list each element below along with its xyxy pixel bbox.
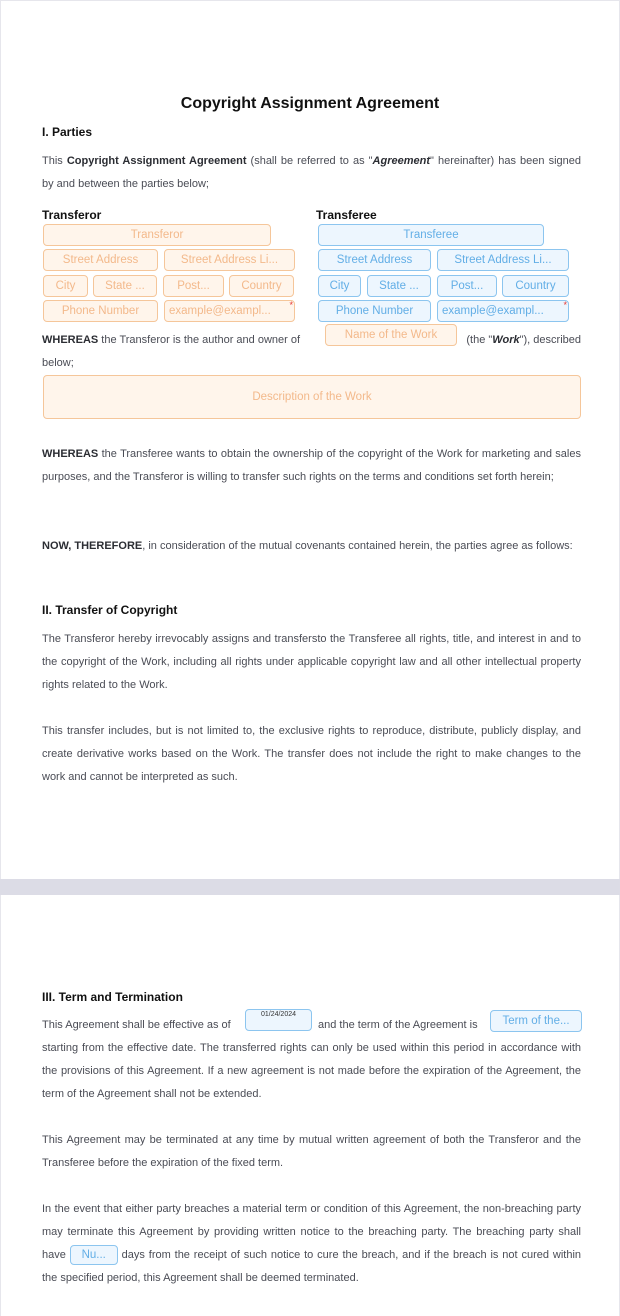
transferee-street2-field[interactable]: Street Address Li... (437, 249, 569, 271)
whereas2-bold: WHEREAS (42, 448, 99, 460)
section-heading-transfer: II. Transfer of Copyright (42, 603, 178, 617)
transferee-email-field[interactable] (437, 300, 569, 322)
termination-paragraph: This Agreement may be terminated at any time by mutual written agreement of both the Transferor and the Transferee before the expiration of the fixed term. (42, 1134, 581, 1169)
term-paragraph-rest: starting from the effective date. The transferred rights can only be used within this period in accordance with the provisions of this Agreement. If a new agreement is not made before the expiration of the Agreement, the term of the Agreement shall not be extended. (42, 1042, 581, 1100)
work-def-text: (the " (466, 334, 493, 346)
intro-bold: Copyright Assignment Agreement (66, 155, 247, 167)
transferor-label: Transferor (42, 208, 102, 222)
section-heading-parties: I. Parties (42, 125, 93, 139)
transferor-state-field[interactable]: State ... (93, 275, 157, 297)
whereas-owner-text (42, 329, 300, 352)
now-therefore-paragraph (42, 535, 581, 558)
term-length-field[interactable]: Term of the... (490, 1010, 582, 1032)
transferor-email-placeholder: example@exampl... (169, 305, 271, 317)
work-name-field[interactable]: Name of the Work (325, 324, 457, 346)
transferor-street-field[interactable]: Street Address (43, 249, 158, 271)
transferee-phone-field[interactable]: Phone Number (318, 300, 431, 322)
transferor-phone-field[interactable]: Phone Number (43, 300, 158, 322)
transferee-postal-field[interactable]: Post... (437, 275, 497, 297)
transferee-city-field[interactable]: City (318, 275, 361, 297)
work-description-field[interactable]: Description of the Work (43, 375, 581, 419)
effective-date-field[interactable]: 01/24/2024 (245, 1009, 312, 1031)
term-text-prefix: This Agreement shall be effective as of (42, 1019, 231, 1031)
page-separator (0, 879, 620, 895)
cure-days-field[interactable]: Nu... (70, 1245, 118, 1265)
transferee-name-field[interactable]: Transferee (318, 224, 544, 246)
transferee-country-field[interactable]: Country (502, 275, 569, 297)
required-marker: * (289, 300, 293, 310)
now-bold: NOW, THEREFORE (42, 540, 143, 552)
whereas-transferee-paragraph (42, 443, 581, 489)
transferor-city-field[interactable]: City (43, 275, 88, 297)
transferee-email-placeholder: example@exampl... (442, 305, 544, 317)
intro-text: " hereinafter) has been signed by and between the parties below; (42, 155, 581, 190)
intro-text: This (42, 155, 67, 167)
parties-intro (42, 150, 581, 196)
transferee-state-field[interactable]: State ... (367, 275, 431, 297)
transfer-paragraph-1: The Transferor hereby irrevocably assigns and transfersto the Transferee all rights, title, and interest in and to the copyright of the Work, including all rights under applicable copyright law and all other intellectual property rights related to the Work. (42, 633, 581, 691)
breach-text: days from the receipt of such notice to cure the breach, and if the breach is not cured within the specified period, this Agreement shall be deemed terminated. (42, 1249, 581, 1284)
intro-italic: Agreement (372, 155, 430, 167)
breach-text: In the event that either party breaches a material term or condition of this Agreement, the non-breaching party may terminate this Agreement by providing written notice to the breaching party. The breaching party shall have (42, 1203, 581, 1261)
transferor-postal-field[interactable]: Post... (163, 275, 224, 297)
section-heading-term: III. Term and Termination (42, 990, 183, 1004)
transferor-name-field[interactable]: Transferor (43, 224, 271, 246)
work-definition-text (462, 329, 581, 352)
transferor-country-field[interactable]: Country (229, 275, 294, 297)
term-text-mid: and the term of the Agreement is (318, 1019, 478, 1031)
required-marker: * (563, 300, 567, 310)
transfer-paragraph-2: This transfer includes, but is not limited to, the exclusive rights to reproduce, distribute, publicly display, and create derivative works based on the Work. The transfer does not include the right to make changes to the work and cannot be interpreted as such. (42, 725, 581, 783)
work-def-text: "), described (519, 334, 581, 346)
now-text: , in consideration of the mutual covenants contained herein, the parties agree as follows: (142, 540, 573, 552)
work-def-italic: Work (492, 334, 520, 346)
below-text: below; (42, 357, 74, 369)
whereas-bold: WHEREAS (42, 334, 99, 346)
transferee-label: Transferee (316, 208, 377, 222)
transferor-street2-field[interactable]: Street Address Li... (164, 249, 295, 271)
intro-text: (shall be referred to as " (246, 155, 373, 167)
document-title: Copyright Assignment Agreement (180, 95, 440, 112)
whereas2-text: the Transferee wants to obtain the ownership of the copyright of the Work for marketing and sales purposes, and the Transferor is willing to transfer such rights on the terms and conditions set forth herein; (42, 448, 581, 483)
breach-paragraph (42, 1198, 581, 1290)
whereas-text: the Transferor is the author and owner of (98, 334, 301, 346)
transferee-street-field[interactable]: Street Address (318, 249, 431, 271)
transferor-email-field[interactable] (164, 300, 295, 322)
